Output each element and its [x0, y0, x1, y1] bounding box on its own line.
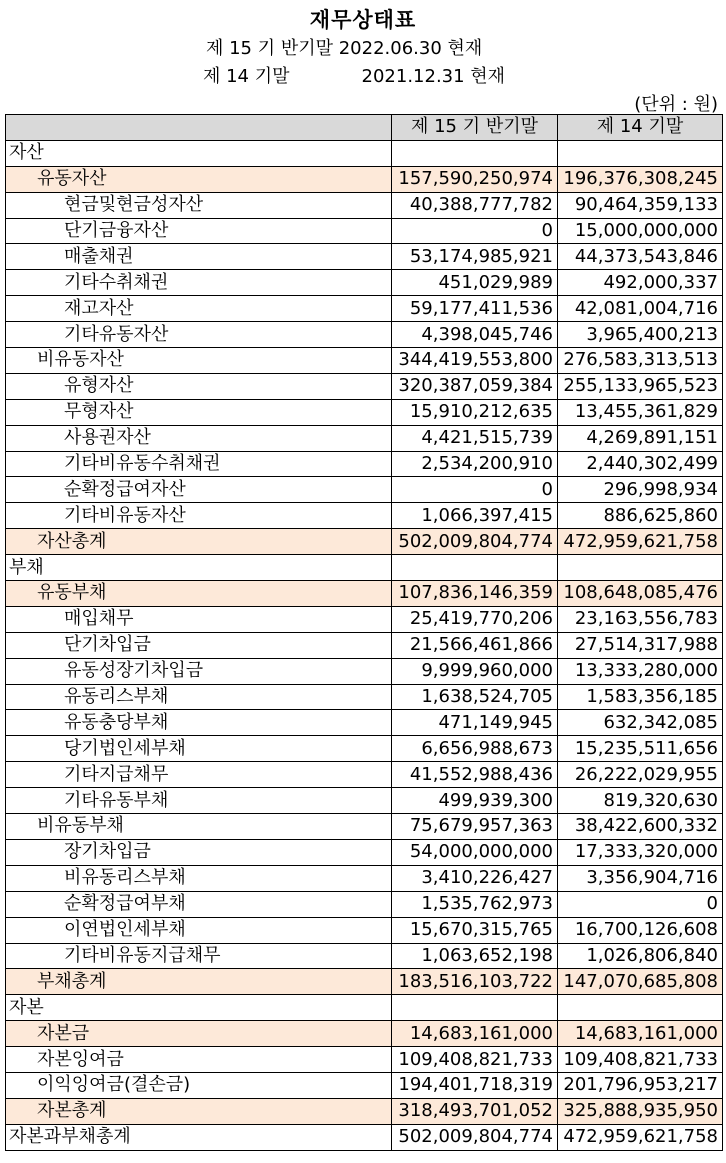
column-header-current: 제 15 기 반기말 — [392, 115, 558, 141]
account-label: 자본총계 — [6, 1098, 392, 1124]
prior-period-value — [558, 140, 723, 166]
current-period-value: 59,177,411,536 — [392, 296, 558, 322]
account-label: 순확정급여부채 — [6, 891, 392, 917]
current-period-value: 4,421,515,739 — [392, 425, 558, 451]
prior-period-value: 27,514,317,988 — [558, 632, 723, 658]
account-label: 비유동자산 — [6, 348, 392, 374]
current-period-value: 1,535,762,973 — [392, 891, 558, 917]
prior-period-value: 325,888,935,950 — [558, 1098, 723, 1124]
account-label: 이익잉여금(결손금) — [6, 1072, 392, 1098]
table-row — [6, 710, 723, 736]
prior-period-value: 15,235,511,656 — [558, 736, 723, 762]
page-title: 재무상태표 — [309, 8, 417, 32]
account-label: 현금및현금성자산 — [6, 192, 392, 218]
table-row — [6, 762, 723, 788]
current-period-value: 41,552,988,436 — [392, 762, 558, 788]
account-label: 당기법인세부채 — [6, 736, 392, 762]
prior-period-value: 255,133,965,523 — [558, 373, 723, 399]
table-row — [6, 736, 723, 762]
table-row — [6, 322, 723, 348]
prior-period-value: 16,700,126,608 — [558, 917, 723, 943]
prior-period-value: 15,000,000,000 — [558, 218, 723, 244]
account-label: 유동리스부채 — [6, 684, 392, 710]
account-label: 자산총계 — [6, 529, 392, 555]
current-period-value: 1,063,652,198 — [392, 943, 558, 969]
table-body — [6, 140, 723, 1150]
account-label: 이연법인세부채 — [6, 917, 392, 943]
table-row — [6, 373, 723, 399]
account-label: 기타비유동지급채무 — [6, 943, 392, 969]
prior-period-value: 201,796,953,217 — [558, 1072, 723, 1098]
current-period-value: 0 — [392, 477, 558, 503]
table-row — [6, 865, 723, 891]
current-period-value: 451,029,989 — [392, 270, 558, 296]
account-label: 자본과부채총계 — [6, 1124, 392, 1150]
current-period-value: 157,590,250,974 — [392, 166, 558, 192]
account-label: 유동성장기차입금 — [6, 658, 392, 684]
prior-period-value: 472,959,621,758 — [558, 1124, 723, 1150]
current-period-value: 1,638,524,705 — [392, 684, 558, 710]
prior-period-value — [558, 995, 723, 1021]
current-period-value: 14,683,161,000 — [392, 1021, 558, 1047]
current-period-value: 25,419,770,206 — [392, 606, 558, 632]
prior-period-value: 17,333,320,000 — [558, 839, 723, 865]
period-prior-label: 제 14 기말 — [203, 66, 290, 87]
account-label: 매입채무 — [6, 606, 392, 632]
account-label: 부채총계 — [6, 969, 392, 995]
current-period-value: 107,836,146,359 — [392, 581, 558, 607]
current-period-value: 9,999,960,000 — [392, 658, 558, 684]
table-row — [6, 166, 723, 192]
current-period-value: 15,670,315,765 — [392, 917, 558, 943]
prior-period-value: 42,081,004,716 — [558, 296, 723, 322]
current-period-value: 344,419,553,800 — [392, 348, 558, 374]
prior-period-value: 23,163,556,783 — [558, 606, 723, 632]
table-row — [6, 192, 723, 218]
current-period-value: 320,387,059,384 — [392, 373, 558, 399]
prior-period-value: 0 — [558, 891, 723, 917]
current-period-value: 499,939,300 — [392, 788, 558, 814]
account-label: 자본금 — [6, 1021, 392, 1047]
current-period-value — [392, 140, 558, 166]
table-row — [6, 218, 723, 244]
prior-period-value: 147,070,685,808 — [558, 969, 723, 995]
table-row — [6, 658, 723, 684]
prior-period-value: 3,356,904,716 — [558, 865, 723, 891]
table-row — [6, 244, 723, 270]
account-label: 자본잉여금 — [6, 1047, 392, 1073]
prior-period-value: 4,269,891,151 — [558, 425, 723, 451]
table-row — [6, 451, 723, 477]
prior-period-value — [558, 555, 723, 581]
table-row — [6, 1021, 723, 1047]
table-row — [6, 1072, 723, 1098]
table-row — [6, 140, 723, 166]
current-period-value: 75,679,957,363 — [392, 814, 558, 840]
table-row — [6, 348, 723, 374]
current-period-value: 53,174,985,921 — [392, 244, 558, 270]
table-row — [6, 969, 723, 995]
balance-sheet-table — [5, 114, 723, 1151]
table-row — [6, 839, 723, 865]
period-current: 제 15 기 반기말 2022.06.30 현재 — [206, 38, 483, 59]
current-period-value: 194,401,718,319 — [392, 1072, 558, 1098]
account-label: 기타지급채무 — [6, 762, 392, 788]
account-label: 장기차입금 — [6, 839, 392, 865]
column-header-prior: 제 14 기말 — [558, 115, 723, 141]
account-label: 부채 — [6, 555, 392, 581]
prior-period-value: 38,422,600,332 — [558, 814, 723, 840]
current-period-value: 502,009,804,774 — [392, 1124, 558, 1150]
account-label: 무형자산 — [6, 399, 392, 425]
account-label: 기타유동부채 — [6, 788, 392, 814]
prior-period-value: 1,583,356,185 — [558, 684, 723, 710]
account-label: 단기차입금 — [6, 632, 392, 658]
table-row — [6, 917, 723, 943]
account-label: 유동충당부채 — [6, 710, 392, 736]
table-row — [6, 891, 723, 917]
account-label: 기타비유동자산 — [6, 503, 392, 529]
account-label: 사용권자산 — [6, 425, 392, 451]
table-row — [6, 555, 723, 581]
current-period-value: 21,566,461,866 — [392, 632, 558, 658]
table-row — [6, 399, 723, 425]
account-label: 순확정급여자산 — [6, 477, 392, 503]
prior-period-value: 109,408,821,733 — [558, 1047, 723, 1073]
current-period-value: 2,534,200,910 — [392, 451, 558, 477]
table-row — [6, 425, 723, 451]
prior-period-value: 1,026,806,840 — [558, 943, 723, 969]
prior-period-value: 296,998,934 — [558, 477, 723, 503]
current-period-value: 1,066,397,415 — [392, 503, 558, 529]
prior-period-value: 819,320,630 — [558, 788, 723, 814]
prior-period-value: 2,440,302,499 — [558, 451, 723, 477]
table-row — [6, 788, 723, 814]
table-row — [6, 1098, 723, 1124]
column-header-account — [6, 115, 392, 141]
table-row — [6, 814, 723, 840]
prior-period-value: 90,464,359,133 — [558, 192, 723, 218]
account-label: 비유동부채 — [6, 814, 392, 840]
current-period-value — [392, 995, 558, 1021]
table-row — [6, 503, 723, 529]
current-period-value: 318,493,701,052 — [392, 1098, 558, 1124]
report-header — [0, 0, 726, 114]
account-label: 유형자산 — [6, 373, 392, 399]
table-row — [6, 995, 723, 1021]
current-period-value: 0 — [392, 218, 558, 244]
table-row — [6, 684, 723, 710]
table-row — [6, 296, 723, 322]
prior-period-value: 26,222,029,955 — [558, 762, 723, 788]
current-period-value: 3,410,226,427 — [392, 865, 558, 891]
current-period-value: 183,516,103,722 — [392, 969, 558, 995]
table-row — [6, 943, 723, 969]
current-period-value: 15,910,212,635 — [392, 399, 558, 425]
table-row — [6, 606, 723, 632]
current-period-value: 6,656,988,673 — [392, 736, 558, 762]
account-label: 단기금융자산 — [6, 218, 392, 244]
prior-period-value: 196,376,308,245 — [558, 166, 723, 192]
table-row — [6, 1047, 723, 1073]
account-label: 기타수취채권 — [6, 270, 392, 296]
current-period-value: 54,000,000,000 — [392, 839, 558, 865]
period-prior — [203, 62, 505, 88]
table-row — [6, 1124, 723, 1150]
prior-period-value: 492,000,337 — [558, 270, 723, 296]
prior-period-value: 14,683,161,000 — [558, 1021, 723, 1047]
prior-period-value: 44,373,543,846 — [558, 244, 723, 270]
current-period-value — [392, 555, 558, 581]
account-label: 재고자산 — [6, 296, 392, 322]
period-prior-date: 2021.12.31 현재 — [361, 66, 506, 87]
account-label: 유동자산 — [6, 166, 392, 192]
prior-period-value: 886,625,860 — [558, 503, 723, 529]
prior-period-value: 472,959,621,758 — [558, 529, 723, 555]
unit-label: (단위 : 원) — [634, 94, 718, 115]
table-header-row — [6, 115, 723, 141]
table-row — [6, 581, 723, 607]
current-period-value: 502,009,804,774 — [392, 529, 558, 555]
prior-period-value: 632,342,085 — [558, 710, 723, 736]
prior-period-value: 108,648,085,476 — [558, 581, 723, 607]
account-label: 기타비유동수취채권 — [6, 451, 392, 477]
account-label: 자본 — [6, 995, 392, 1021]
account-label: 유동부채 — [6, 581, 392, 607]
prior-period-value: 13,333,280,000 — [558, 658, 723, 684]
table-row — [6, 529, 723, 555]
current-period-value: 471,149,945 — [392, 710, 558, 736]
current-period-value: 40,388,777,782 — [392, 192, 558, 218]
account-label: 매출채권 — [6, 244, 392, 270]
prior-period-value: 3,965,400,213 — [558, 322, 723, 348]
table-row — [6, 270, 723, 296]
table-row — [6, 477, 723, 503]
prior-period-value: 276,583,313,513 — [558, 348, 723, 374]
current-period-value: 4,398,045,746 — [392, 322, 558, 348]
account-label: 기타유동자산 — [6, 322, 392, 348]
table-row — [6, 632, 723, 658]
account-label: 비유동리스부채 — [6, 865, 392, 891]
prior-period-value: 13,455,361,829 — [558, 399, 723, 425]
current-period-value: 109,408,821,733 — [392, 1047, 558, 1073]
account-label: 자산 — [6, 140, 392, 166]
